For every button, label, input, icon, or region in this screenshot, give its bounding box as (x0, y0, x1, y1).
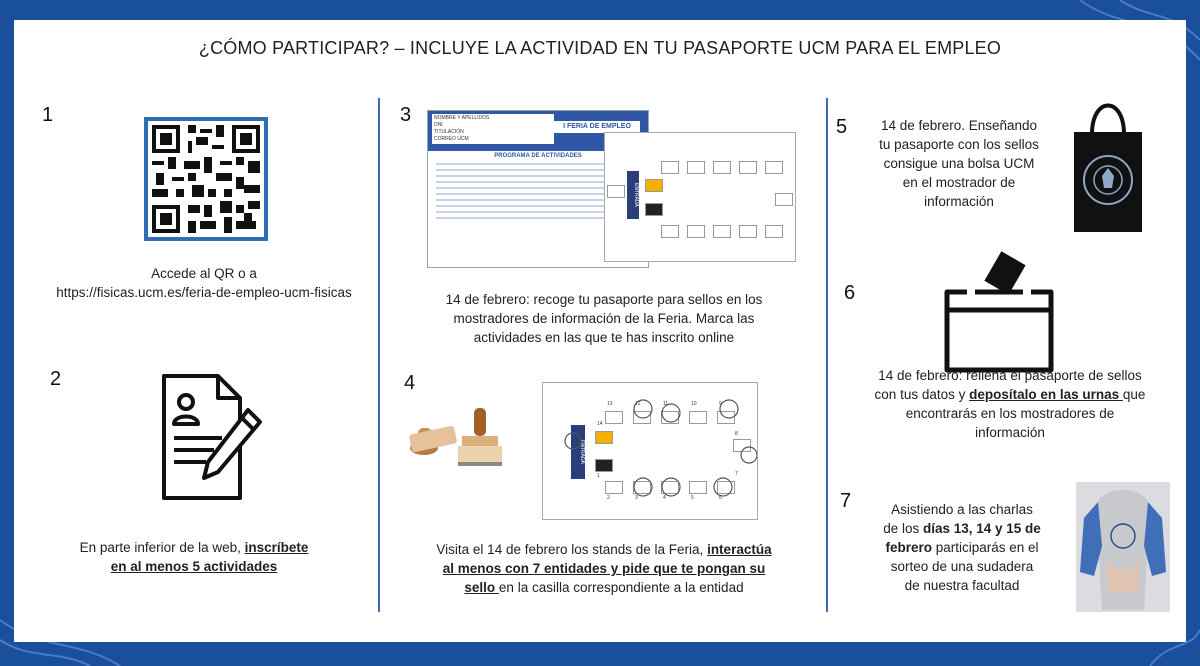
step-4-line-a: Visita el 14 de febrero los stands de la Feria, (436, 542, 708, 557)
step-4-emphasis-a: interactúa (707, 542, 772, 557)
map-entrance-label-2: ENTRADA (571, 425, 585, 479)
step-3-text (402, 290, 806, 347)
step-6-text (840, 366, 1180, 442)
passport-fields (432, 114, 554, 144)
step-6-line-d: que (1122, 387, 1146, 402)
step-7-emphasis-a: días 13, 14 y 15 de (922, 521, 1041, 536)
passport-programa-label: PROGRAMA DE ACTIVIDADES (494, 153, 582, 159)
step-4-line-e: en la casilla correspondiente a la entidad (498, 580, 744, 595)
step-2-emphasis: inscríbete (244, 540, 309, 555)
step-6-number: 6 (844, 282, 856, 304)
stand-number: 2 (607, 495, 610, 501)
stand-number: 14 (597, 421, 603, 427)
step-6-line-b: con tus datos y (874, 387, 970, 402)
stand-number: 9 (719, 401, 722, 407)
column-divider-left (378, 98, 380, 612)
step-5-number: 5 (836, 116, 848, 138)
stand-number: 3 (635, 495, 638, 501)
step-4-emphasis-d: sello (464, 580, 499, 595)
step-7-line-b: de los (883, 521, 923, 536)
step-1-text (54, 264, 354, 302)
step-2-text (44, 538, 344, 576)
step-7-emphasis-b: febrero (885, 540, 932, 555)
fair-map-stamps (542, 382, 758, 520)
step-5-line-a: 14 de febrero. Enseñando (880, 118, 1038, 133)
step-7-text (862, 500, 1062, 595)
step-7-line-e: participarás en el (931, 540, 1039, 555)
map-entrance-label: ENTRADA (627, 171, 639, 219)
page-title: ¿CÓMO PARTICIPAR? – INCLUYE LA ACTIVIDAD EN TU PASAPORTE UCM PARA EL EMPLEO (198, 38, 1002, 58)
passport-field: CORREO UCM (434, 136, 469, 142)
stamp-marks (543, 383, 757, 519)
step-6-line-a: 14 de febrero: rellena el pasaporte de sellos (878, 368, 1142, 383)
form-edit-icon (156, 372, 268, 504)
instructions-card (14, 20, 1186, 642)
stand-number: 5 (691, 495, 694, 501)
step-3-line-c: actividades en las que te has inscrito online (473, 330, 735, 345)
column-divider-right (826, 98, 828, 612)
step-7-line-g: de nuestra facultad (904, 578, 1020, 593)
passport-field: NOMBRE Y APELLIDOS (434, 115, 490, 121)
step-7-line-f: sorteo de una sudadera (890, 559, 1034, 574)
stand-number: 1 (597, 473, 600, 479)
stand-number: 6 (719, 495, 722, 501)
step-5-line-c: consigue una bolsa UCM (883, 156, 1035, 171)
step-1-number: 1 (42, 104, 54, 126)
step-1-link[interactable]: https://fisicas.ucm.es/feria-de-empleo-ucm-fisicas (56, 285, 352, 300)
step-2-line-a: En parte inferior de la web, (79, 540, 245, 555)
stand-number: 10 (691, 401, 697, 407)
step-5-line-d: en el mostrador de (902, 175, 1016, 190)
fair-map-small (604, 132, 796, 262)
stand-number: 8 (735, 431, 738, 437)
step-6-emphasis: deposítalo en las urnas (969, 387, 1123, 402)
qr-code-icon (148, 121, 264, 237)
step-7-line-a: Asistiendo a las charlas (891, 502, 1033, 517)
step-4-text (402, 540, 806, 597)
stand-number: 4 (663, 495, 666, 501)
step-5-text (854, 116, 1064, 211)
step-7-number: 7 (840, 490, 852, 512)
step-3-line-a: 14 de febrero: recoge tu pasaporte para sellos en los (445, 292, 763, 307)
step-3-number: 3 (400, 104, 412, 126)
step-4-number: 4 (404, 372, 416, 394)
step-6-line-e: encontrarás en los mostradores de (905, 406, 1115, 421)
step-1-line-a: Accede al QR o a (151, 266, 257, 281)
step-4-line-c: al menos con 7 entidades y pide que te pongan su (442, 561, 766, 576)
tote-bag-image (1066, 94, 1150, 234)
stand-number: 13 (607, 401, 613, 407)
step-5-line-b: tu pasaporte con los sellos (879, 137, 1039, 152)
passport-field: DNI (434, 122, 443, 128)
stand-number: 12 (635, 401, 641, 407)
stand-number: 7 (735, 471, 738, 477)
step-6-line-f: información (975, 425, 1045, 440)
step-2-number: 2 (50, 368, 62, 390)
passport-feria-label: I FERIA DE EMPLEO (554, 121, 640, 133)
ballot-box-icon (939, 248, 1059, 374)
qr-code[interactable] (144, 117, 268, 241)
step-3-line-b: mostradores de información de la Feria. Marca las (453, 311, 755, 326)
step-5-line-e: información (924, 194, 994, 209)
stand-number: 11 (663, 401, 669, 407)
rubber-stamp-icon (406, 404, 502, 476)
hoodie-photo (1076, 482, 1170, 612)
step-2-line-c: en al menos 5 actividades (110, 559, 278, 574)
hoodie-image (1076, 482, 1170, 612)
passport-field: TITULACIÓN (434, 129, 464, 135)
